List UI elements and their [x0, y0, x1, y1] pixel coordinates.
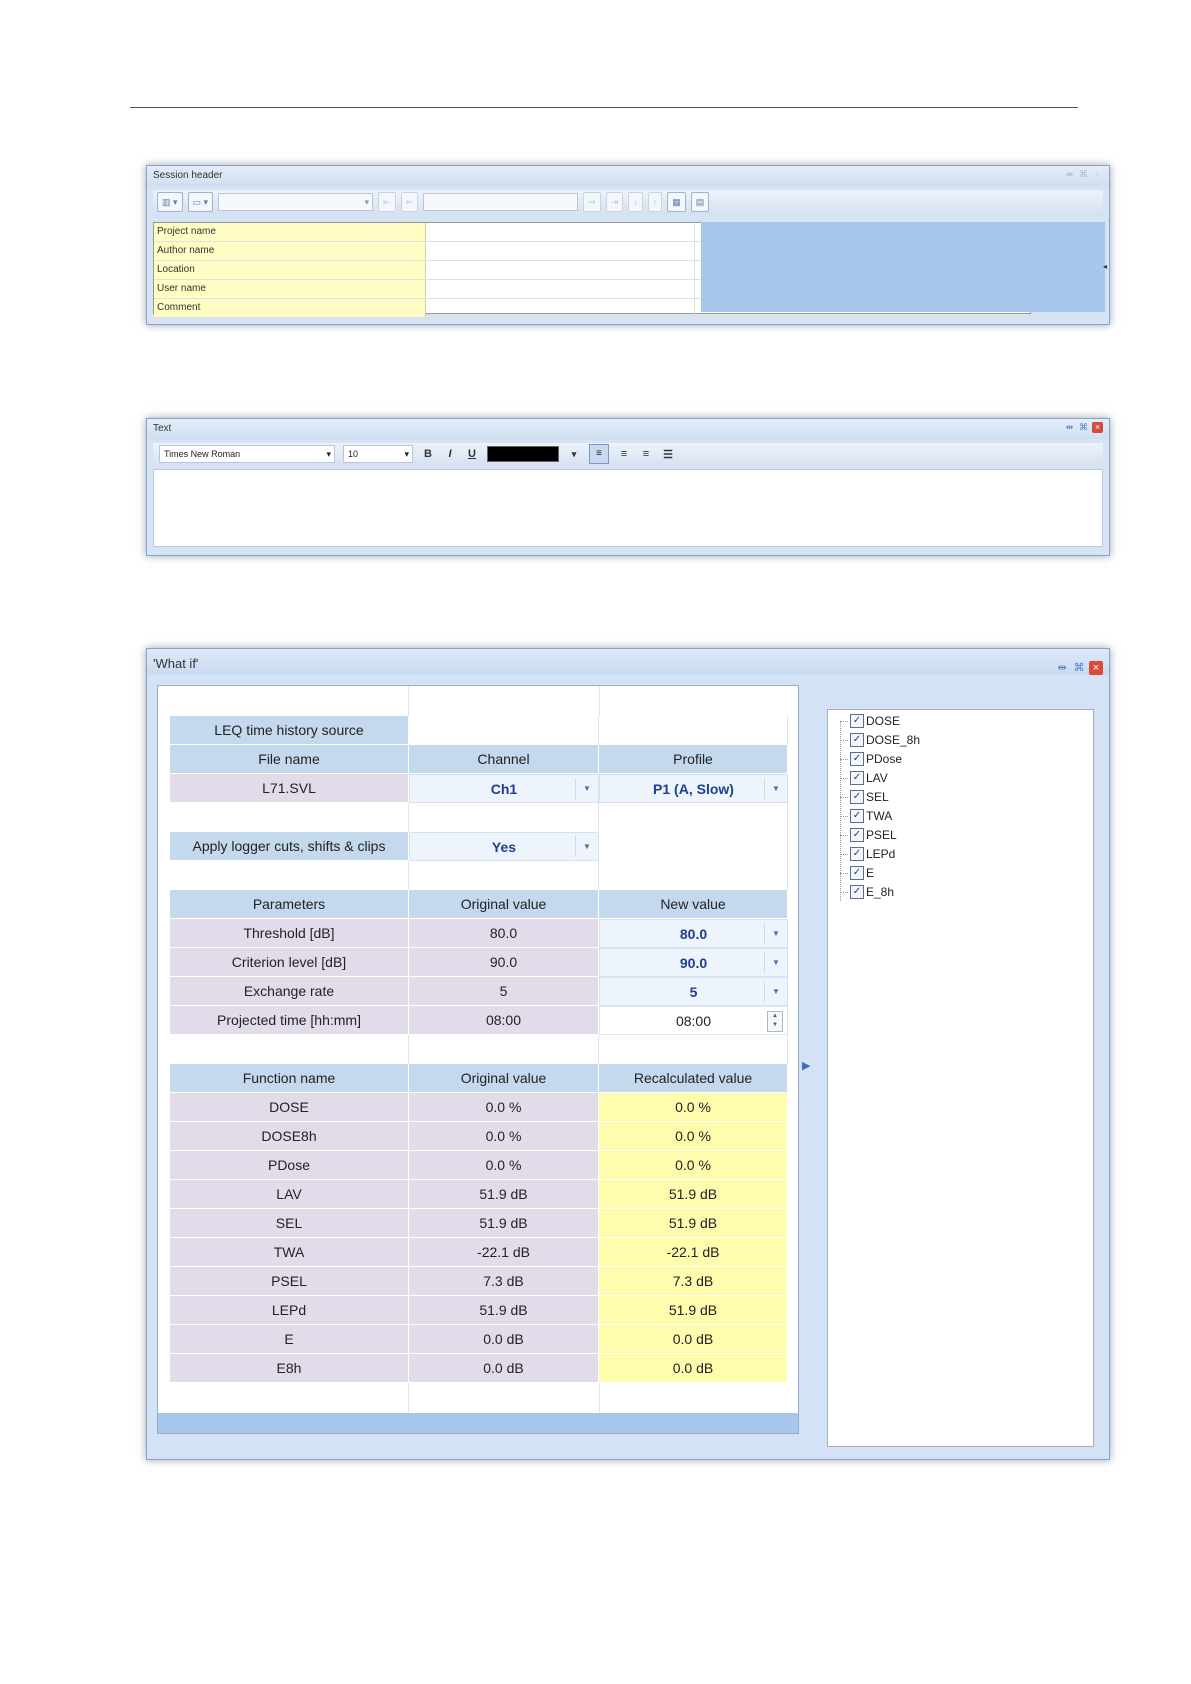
move-down-icon[interactable]: ↓: [628, 192, 643, 212]
param-row: Threshold [dB] 80.0 80.0 ▼: [170, 919, 788, 948]
file-name-header: File name: [170, 745, 409, 774]
table-row: E 0.0 dB 0.0 dB: [170, 1325, 788, 1354]
session-header-title: Session header: [147, 166, 1109, 186]
tree-item[interactable]: ✓ PSEL: [840, 826, 897, 844]
table-row: LAV 51.9 dB 51.9 dB: [170, 1180, 788, 1209]
source-row: [170, 716, 788, 745]
table-row: DOSE 0.0 % 0.0 %: [170, 1093, 788, 1122]
checkbox-checked-icon: ✓: [850, 790, 864, 804]
new-value-header: New value: [599, 890, 788, 919]
field-row[interactable]: Comment: [154, 299, 1030, 318]
source-label: LEQ time history source: [170, 716, 409, 745]
page-header-rule: [130, 107, 1078, 108]
table-row: SEL 51.9 dB 51.9 dB: [170, 1209, 788, 1238]
what-if-table: [157, 685, 799, 1434]
close-icon[interactable]: ×: [1089, 661, 1103, 675]
what-if-title: 'What if': [147, 649, 1109, 675]
param-row: Projected time [hh:mm] 08:00 08:00 ▲ ▼: [170, 1006, 788, 1035]
exchange-rate-dropdown[interactable]: 5 ▼: [599, 977, 788, 1006]
pin-icon[interactable]: ⇹: [1057, 662, 1067, 674]
maximize-icon[interactable]: ⌘: [1079, 169, 1088, 179]
last-icon[interactable]: ⇥: [606, 192, 624, 212]
field-row[interactable]: Project name: [154, 223, 1030, 242]
close-icon[interactable]: ▫: [1095, 169, 1100, 179]
chevron-down-icon: ▼: [764, 981, 787, 1002]
splitter-arrow-icon[interactable]: ◂: [1102, 262, 1107, 271]
first-icon[interactable]: ⇤: [378, 192, 396, 212]
projected-time-spinner[interactable]: 08:00 ▲ ▼: [599, 1006, 788, 1035]
checkbox-checked-icon: ✓: [850, 809, 864, 823]
splitter-arrow-icon[interactable]: ▶: [802, 1060, 811, 1072]
profile-header: Profile: [599, 745, 788, 774]
next-icon[interactable]: ⇒: [583, 192, 601, 212]
param-header-row: [170, 890, 788, 919]
table-row: PDose 0.0 % 0.0 %: [170, 1151, 788, 1180]
checkbox-checked-icon: ✓: [850, 714, 864, 728]
checkbox-checked-icon: ✓: [850, 866, 864, 880]
maximize-icon[interactable]: ⌘: [1079, 422, 1088, 432]
text-editor-area[interactable]: [153, 469, 1103, 547]
font-size-select[interactable]: 10 ▾: [343, 445, 413, 463]
channel-header: Channel: [409, 745, 599, 774]
checkbox-checked-icon: ✓: [850, 733, 864, 747]
table-view-button[interactable]: ▥ ▾: [157, 192, 183, 212]
checkbox-checked-icon: ✓: [850, 752, 864, 766]
table-row: PSEL 7.3 dB 7.3 dB: [170, 1267, 788, 1296]
checkbox-checked-icon: ✓: [850, 771, 864, 785]
tree-item[interactable]: ✓ DOSE_8h: [840, 731, 920, 749]
text-format-toolbar: [153, 443, 1103, 465]
font-select[interactable]: Times New Roman ▾: [159, 445, 335, 463]
checkbox-checked-icon: ✓: [850, 847, 864, 861]
tree-item[interactable]: ✓ DOSE: [840, 712, 900, 730]
close-icon[interactable]: ×: [1092, 422, 1103, 433]
table-row: TWA -22.1 dB -22.1 dB: [170, 1238, 788, 1267]
record-combo[interactable]: [423, 193, 578, 211]
session-empty-area: [701, 222, 1105, 312]
file-header-row: [170, 745, 788, 774]
prev-icon[interactable]: ⇐: [401, 192, 419, 212]
field-row[interactable]: User name: [154, 280, 1030, 299]
horizontal-scrollbar[interactable]: [158, 1413, 798, 1433]
apply-label: Apply logger cuts, shifts & clips: [170, 832, 409, 861]
checkbox-checked-icon: ✓: [850, 885, 864, 899]
color-dropdown-icon[interactable]: ▾: [571, 448, 577, 459]
apply-dropdown[interactable]: Yes ▼: [409, 832, 599, 861]
tree-item[interactable]: ✓ TWA: [840, 807, 892, 825]
spinner-arrows-icon: ▲ ▼: [767, 1011, 783, 1032]
file-row: [170, 774, 788, 803]
channel-dropdown[interactable]: Ch1 ▼: [409, 774, 599, 803]
file-name-value: L71.SVL: [170, 774, 409, 803]
tree-item[interactable]: ✓ E_8h: [840, 883, 894, 901]
function-tree: [827, 709, 1094, 1447]
function-original-header: Original value: [409, 1064, 599, 1093]
original-value-header: Original value: [409, 890, 599, 919]
recalculated-header: Recalculated value: [599, 1064, 788, 1093]
align-right-icon[interactable]: ≡: [642, 448, 650, 460]
columns-icon[interactable]: ▦: [667, 192, 686, 212]
chevron-down-icon: ▼: [764, 778, 787, 799]
session-toolbar: [153, 190, 1103, 214]
chevron-down-icon: ▼: [764, 952, 787, 973]
table-row: DOSE8h 0.0 % 0.0 %: [170, 1122, 788, 1151]
tree-item[interactable]: ✓ PDose: [840, 750, 902, 768]
move-up-icon[interactable]: ↑: [648, 192, 663, 212]
field-row[interactable]: Author name: [154, 242, 1030, 261]
function-header-row: [170, 1064, 788, 1093]
underline-button[interactable]: U: [468, 448, 476, 460]
text-window-title: Text: [147, 419, 1109, 439]
param-row: Criterion level [dB] 90.0 90.0 ▼: [170, 948, 788, 977]
tree-item[interactable]: ✓ LEPd: [840, 845, 895, 863]
chevron-down-icon: ▼: [575, 778, 598, 799]
parameters-header: Parameters: [170, 890, 409, 919]
text-view-button[interactable]: ▭ ▾: [188, 192, 214, 212]
profile-dropdown[interactable]: P1 (A, Slow) ▼: [599, 774, 788, 803]
pin-icon[interactable]: ⇹: [1065, 169, 1074, 179]
session-combo[interactable]: ▾: [218, 193, 373, 211]
what-if-window: [146, 648, 1110, 1460]
italic-button[interactable]: I: [448, 448, 452, 460]
param-row: Exchange rate 5 5 ▼: [170, 977, 788, 1006]
tree-item[interactable]: ✓ E: [840, 864, 874, 882]
align-center-icon[interactable]: ≡: [620, 448, 628, 460]
session-header-window: [146, 165, 1110, 325]
bullet-list-icon[interactable]: ☰: [663, 448, 673, 461]
text-window: [146, 418, 1110, 556]
align-left-icon[interactable]: ≡: [589, 444, 609, 464]
pin-icon[interactable]: ⇹: [1065, 422, 1074, 432]
table-row: E8h 0.0 dB 0.0 dB: [170, 1354, 788, 1383]
chevron-down-icon: ▼: [764, 923, 787, 944]
criterion-dropdown[interactable]: 90.0 ▼: [599, 948, 788, 977]
maximize-icon[interactable]: ⌘: [1073, 662, 1085, 674]
function-name-header: Function name: [170, 1064, 409, 1093]
checkbox-checked-icon: ✓: [850, 828, 864, 842]
chevron-down-icon: ▼: [575, 836, 598, 857]
apply-row: [170, 832, 788, 861]
threshold-dropdown[interactable]: 80.0 ▼: [599, 919, 788, 948]
table-row: LEPd 51.9 dB 51.9 dB: [170, 1296, 788, 1325]
field-row[interactable]: Location: [154, 261, 1030, 280]
tree-item[interactable]: ✓ LAV: [840, 769, 888, 787]
tree-item[interactable]: ✓ SEL: [840, 788, 889, 806]
layout-icon[interactable]: ▤: [691, 192, 710, 212]
bold-button[interactable]: B: [424, 448, 432, 460]
text-color-swatch[interactable]: [487, 446, 559, 462]
